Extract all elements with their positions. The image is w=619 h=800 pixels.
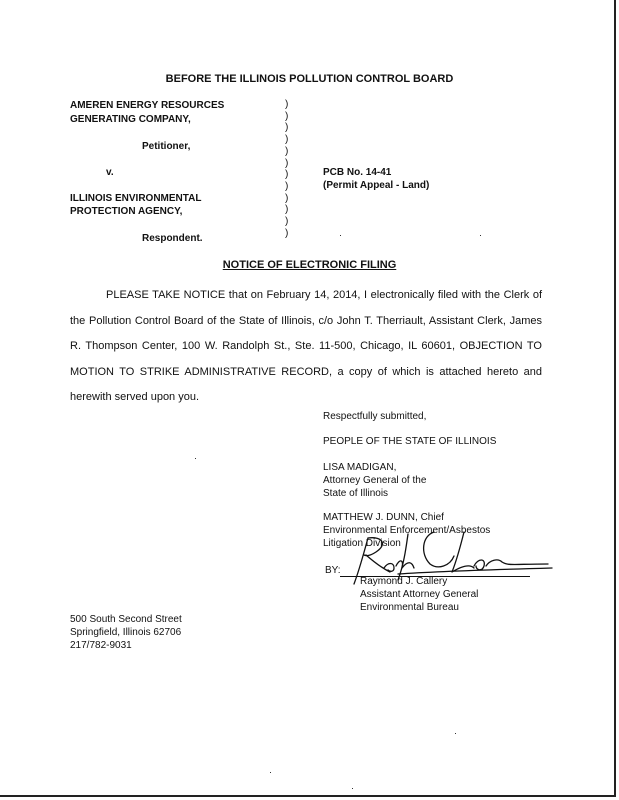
respondent-role: Respondent. [142, 233, 203, 244]
petitioner-name-line1: AMEREN ENERGY RESOURCES [70, 100, 225, 111]
notice-body: PLEASE TAKE NOTICE that on February 14, 2014, I electronically filed with the Clerk of the Pollution Control Board of the State of Illinois, c/o John T. Therriault, Assistant Clerk, James R. Thompson Center, 100 W. Randolph St., Ste. 11-500, Chicago, IL 60601, OBJECTION TO MOTION TO STRIKE ADMINISTRATIVE RECORD, a copy of which is attached hereto and herewith served upon you. [70, 289, 542, 403]
paren: ) [285, 122, 289, 134]
petitioner-name-line2: GENERATING COMPANY, [70, 114, 191, 125]
phone: 217/782-9031 [70, 640, 132, 651]
ag-title-line2: State of Illinois [323, 488, 389, 499]
respondent-name-line2: PROTECTION AGENCY, [70, 206, 183, 217]
paren: ) [285, 169, 289, 181]
chief-title-line1: Environmental Enforcement/Asbestos [323, 525, 491, 536]
ag-name: LISA MADIGAN, [323, 462, 397, 473]
signer-title-line2: Environmental Bureau [360, 602, 459, 613]
paren: ) [285, 204, 289, 216]
paren: ) [285, 192, 289, 204]
ag-title-line1: Attorney General of the [323, 475, 427, 486]
scan-speck [195, 458, 196, 459]
court-title: BEFORE THE ILLINOIS POLLUTION CONTROL BOARD [165, 73, 454, 85]
versus: v. [106, 167, 114, 178]
paren: ) [285, 110, 289, 122]
chief-name: MATTHEW J. DUNN, Chief [323, 512, 444, 523]
paren: ) [285, 216, 289, 228]
address-line1: 500 South Second Street [70, 614, 182, 625]
scan-speck [480, 235, 481, 236]
case-number: PCB No. 14-41 [323, 167, 392, 178]
scan-speck [455, 733, 456, 734]
closing: Respectfully submitted, [323, 411, 427, 422]
paren: ) [285, 157, 289, 169]
paren: ) [285, 99, 289, 110]
signer-name: Raymond J. Callery [360, 576, 448, 587]
scan-speck [270, 772, 271, 773]
respondent-name-line1: ILLINOIS ENVIRONMENTAL [70, 193, 202, 204]
scan-speck [340, 235, 341, 236]
chief-title-line2: Litigation Division [323, 538, 401, 549]
paren: ) [285, 145, 289, 157]
petitioner-role: Petitioner, [142, 141, 191, 152]
paren: ) [285, 227, 289, 239]
by-label: BY: [325, 565, 341, 576]
paren: ) [285, 134, 289, 146]
signer-title-line1: Assistant Attorney General [360, 589, 479, 600]
scan-speck [352, 788, 353, 789]
caption-divider [285, 99, 295, 239]
party-name: PEOPLE OF THE STATE OF ILLINOIS [323, 436, 497, 447]
notice-title: NOTICE OF ELECTRONIC FILING [222, 259, 397, 271]
address-line2: Springfield, Illinois 62706 [70, 627, 182, 638]
paren: ) [285, 180, 289, 192]
case-type: (Permit Appeal - Land) [323, 180, 430, 191]
